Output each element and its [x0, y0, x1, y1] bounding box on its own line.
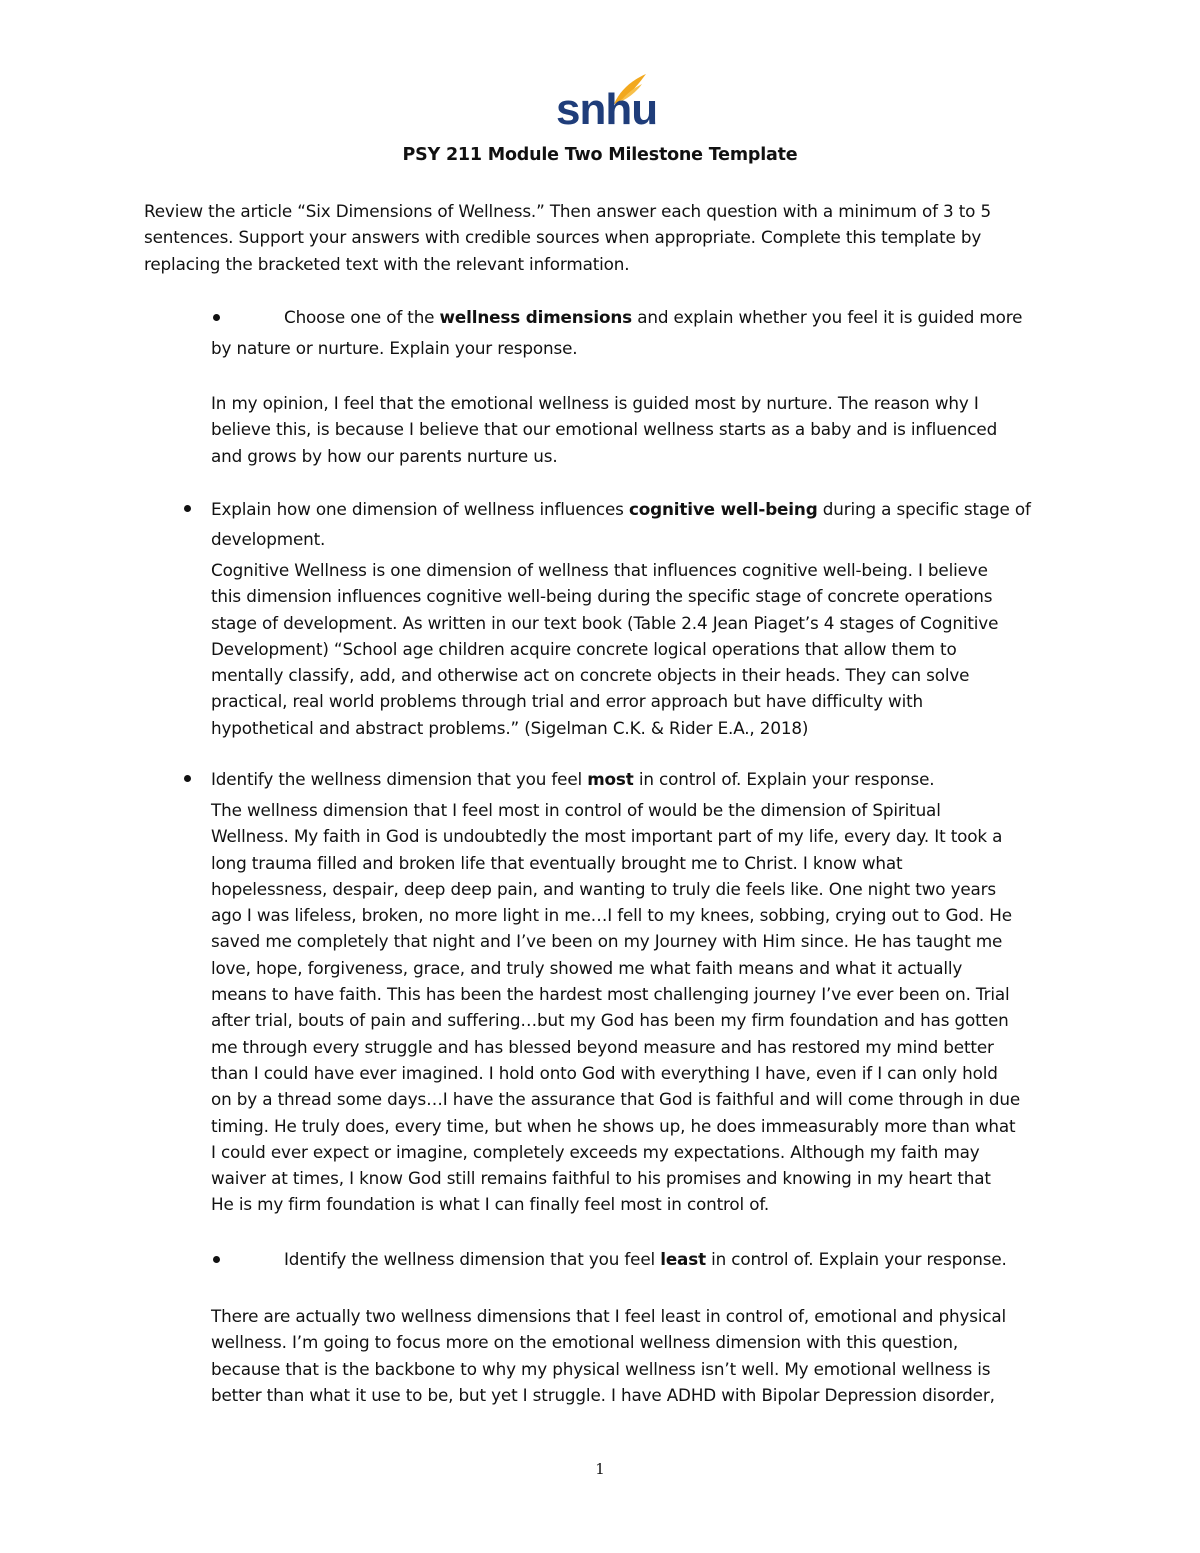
- answer-3: [211, 797, 1020, 1218]
- answer-line: believe this, is because I believe that our emotional wellness starts as a baby and is influenced: [211, 419, 998, 440]
- answer-line: practical, real world problems through trial and error approach but have difficulty with: [211, 691, 924, 712]
- answer-line: on by a thread some days…I have the assurance that God is faithful and will come through in due: [211, 1089, 1021, 1110]
- answer-line: There are actually two wellness dimensions that I feel least in control of, emotional and physical: [211, 1306, 1007, 1326]
- answer-line: saved me completely that night and I’ve been on my Journey with Him since. He has taught me: [211, 931, 1003, 952]
- page-number: 1: [595, 1460, 605, 1478]
- bullet-icon: [184, 505, 191, 512]
- answer-line: love, hope, forgiveness, grace, and truly showed me what faith means and what it actually: [211, 957, 963, 978]
- answer-line: He is my firm foundation is what I can finally feel most in control of.: [211, 1194, 770, 1215]
- question-1: Choose one of the wellness dimensions and explain whether you feel it is guided more: [284, 307, 1023, 327]
- answer-line: than I could have ever imagined. I hold onto God with everything I have, even if I can only hold: [211, 1062, 998, 1083]
- intro-line: Review the article “Six Dimensions of Wellness.” Then answer each question with a minimum of 3 to 5: [144, 201, 991, 221]
- question-3: Identify the wellness dimension that you feel most in control of. Explain your response.: [211, 769, 935, 789]
- answer-line: after trial, bouts of pain and suffering…but my God has been my firm foundation and has gotten: [211, 1010, 1009, 1031]
- answer-1: [211, 390, 997, 469]
- answer-line: hopelessness, despair, deep deep pain, and wanting to truly die feels like. One night two years: [211, 878, 997, 899]
- answer-line: stage of development. As written in our text book (Table 2.4 Jean Piaget’s 4 stages of Cognitive: [211, 612, 999, 633]
- answer-line: In my opinion, I feel that the emotional wellness is guided most by nurture. The reason why I: [211, 393, 979, 413]
- bullet-icon: [213, 314, 220, 321]
- answer-line: waiver at times, I know God still remains faithful to his promises and knowing in my heart that: [211, 1168, 991, 1189]
- answer-line: means to have faith. This has been the hardest most challenging journey I’ve ever been on. Trial: [211, 984, 1010, 1005]
- answer-line: Development) “School age children acquire concrete logical operations that allow them to: [211, 638, 957, 659]
- answer-line: Wellness. My faith in God is undoubtedly the most important part of my life, every day. It took a: [211, 826, 1003, 847]
- answer-line: ago I was lifeless, broken, no more light in me…I fell to my knees, sobbing, crying out to God. He: [211, 905, 1012, 926]
- answer-2: [211, 557, 998, 741]
- answer-line: mentally classify, add, and otherwise act on concrete objects in their heads. They can solve: [211, 665, 970, 686]
- answer-line: hypothetical and abstract problems.” (Sigelman C.K. & Rider E.A., 2018): [211, 717, 809, 738]
- answer-line: wellness. I’m going to focus more on the emotional wellness dimension with this question,: [211, 1332, 959, 1353]
- question-2-emphasis: cognitive well-being: [628, 499, 818, 519]
- bullet-icon: [184, 775, 191, 782]
- answer-line: I could ever expect or imagine, completely exceeds my expectations. Although my faith may: [211, 1141, 980, 1162]
- answer-line: timing. He truly does, every time, but when he shows up, he does immeasurably more than what: [211, 1115, 1016, 1136]
- question-1-continued: by nature or nurture. Explain your response.: [211, 338, 578, 358]
- answer-line: Cognitive Wellness is one dimension of wellness that influences cognitive well-being. I believe: [211, 560, 988, 580]
- answer-line: long trauma filled and broken life that eventually brought me to Christ. I know what: [211, 852, 903, 873]
- bullet-icon: [213, 1256, 220, 1263]
- snhu-logo: [552, 72, 658, 134]
- answer-line: The wellness dimension that I feel most in control of would be the dimension of Spiritual: [211, 800, 941, 820]
- answer-4: [211, 1303, 1006, 1408]
- intro-line: sentences. Support your answers with credible sources when appropriate. Complete this template by: [144, 227, 982, 248]
- intro-paragraph: [144, 198, 991, 277]
- page-title: PSY 211 Module Two Milestone Template: [402, 145, 798, 165]
- answer-line: better than what it use to be, but yet I struggle. I have ADHD with Bipolar Depression disorder,: [211, 1384, 995, 1405]
- answer-line: and grows by how our parents nurture us.: [211, 445, 558, 466]
- question-1-emphasis: wellness dimensions: [439, 307, 633, 327]
- answer-line: this dimension influences cognitive well-being during the specific stage of concrete operations: [211, 586, 993, 607]
- question-2: Explain how one dimension of wellness influences cognitive well-being during a specific stage of: [211, 499, 1031, 519]
- logo-wordmark: snhu: [556, 85, 658, 134]
- question-4: Identify the wellness dimension that you feel least in control of. Explain your response.: [284, 1249, 1007, 1269]
- question-3-emphasis: most: [587, 769, 634, 789]
- intro-line: replacing the bracketed text with the relevant information.: [144, 253, 630, 274]
- question-4-emphasis: least: [660, 1249, 706, 1269]
- question-2-continued: development.: [211, 529, 326, 549]
- answer-line: because that is the backbone to why my physical wellness isn’t well. My emotional wellness is: [211, 1358, 991, 1379]
- answer-line: me through every struggle and has blessed beyond measure and has restored my mind better: [211, 1036, 994, 1057]
